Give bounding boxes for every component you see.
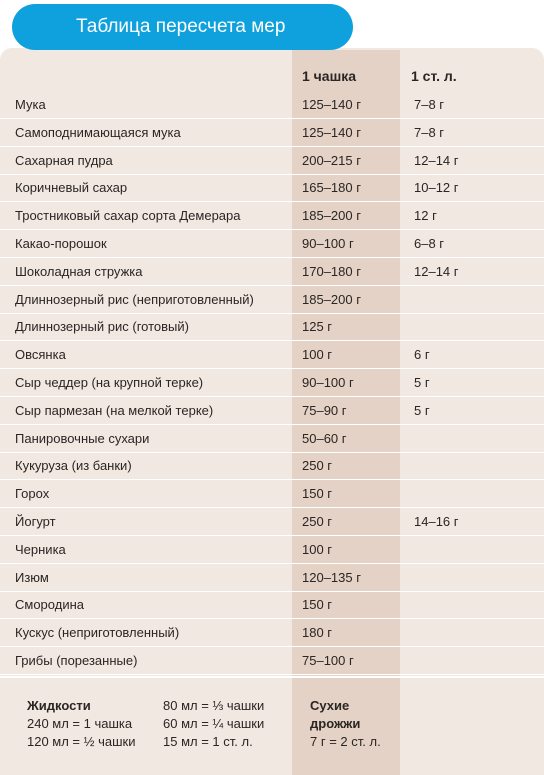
tablespoon-value: 14–16 г (414, 514, 459, 529)
ingredient-name: Кускус (неприготовленный) (15, 625, 180, 641)
cup-value: 90–100 г (302, 236, 354, 251)
liquids-line: 120 мл = ½ чашки (27, 734, 136, 749)
ingredient-name: Длиннозерный рис (неприготовленный) (15, 291, 254, 307)
page-title: Таблица пересчета мер (12, 4, 353, 50)
tablespoon-value: 5 г (414, 375, 430, 390)
tablespoon-value: 12 г (414, 208, 437, 224)
footer-divider (0, 676, 544, 678)
ingredient-name: Черника (15, 541, 66, 557)
yeast-title: Сухие (310, 698, 350, 713)
table-row (0, 480, 544, 508)
tablespoon-value: 10–12 г (414, 180, 459, 196)
ingredient-name: Шоколадная стружка (15, 263, 143, 279)
cup-value: 50–60 г (302, 430, 347, 446)
cup-value: 75–100 г (302, 653, 354, 668)
cup-value: 180 г (302, 625, 333, 641)
cup-value: 250 г (302, 514, 333, 529)
ingredient-name: Мука (15, 97, 46, 112)
table-row (0, 619, 544, 647)
column-header-tablespoon: 1 ст. л. (411, 68, 457, 84)
tablespoon-value: 12–14 г (414, 152, 459, 168)
ingredient-name: Тростниковый сахар сорта Демерара (15, 208, 241, 224)
table-row (0, 452, 544, 480)
cup-value: 120–135 г (302, 569, 361, 585)
cup-value: 125 г (302, 319, 333, 335)
ingredient-name: Длиннозерный рис (готовый) (15, 319, 189, 335)
tablespoon-value: 7–8 г (414, 124, 445, 140)
ingredient-name: Сыр чеддер (на крупной терке) (15, 375, 204, 390)
liquids-line: 60 мл = ¼ чашки (163, 716, 265, 731)
table-row (0, 647, 544, 675)
table-row (0, 119, 544, 147)
tablespoon-value: 12–14 г (414, 263, 459, 279)
table-row (0, 397, 544, 425)
cup-value: 185–200 г (302, 208, 361, 224)
cup-value: 75–90 г (302, 402, 347, 418)
tablespoon-value: 7–8 г (414, 97, 445, 112)
ingredient-name: Сахарная пудра (15, 152, 113, 168)
ingredient-name: Йогурт (15, 514, 56, 529)
cup-value: 100 г (302, 347, 333, 363)
table-row (0, 91, 544, 119)
ingredient-name: Овсянка (15, 347, 66, 363)
tablespoon-value: 6–8 г (414, 236, 445, 251)
ingredient-name: Самоподнимающаяся мука (15, 124, 181, 140)
table-row (0, 258, 544, 286)
table-row (0, 536, 544, 564)
liquids-title: Жидкости (27, 698, 91, 713)
table-row (0, 230, 544, 258)
ingredient-name: Грибы (порезанные) (15, 653, 138, 668)
cup-value: 170–180 г (302, 263, 361, 279)
table-row (0, 508, 544, 536)
table-row (0, 174, 544, 202)
liquids-line: 240 мл = 1 чашка (27, 716, 133, 731)
tablespoon-value: 6 г (414, 347, 430, 363)
ingredient-name: Коричневый сахар (15, 180, 128, 196)
table-row (0, 591, 544, 619)
table-row (0, 286, 544, 314)
cup-value: 125–140 г (302, 124, 361, 140)
ingredient-name: Смородина (15, 597, 84, 613)
cup-value: 100 г (302, 541, 333, 557)
cup-value: 200–215 г (302, 152, 361, 168)
table-row (0, 202, 544, 230)
table-row (0, 564, 544, 592)
cup-value: 90–100 г (302, 375, 354, 390)
liquids-line: 15 мл = 1 ст. л. (163, 734, 253, 749)
table-row (0, 313, 544, 341)
table-row (0, 369, 544, 397)
ingredient-name: Кукуруза (из банки) (15, 458, 132, 474)
cup-value: 125–140 г (302, 97, 361, 112)
cup-value: 250 г (302, 458, 333, 474)
liquids-line: 80 мл = ⅓ чашки (163, 698, 265, 713)
cup-value: 150 г (302, 597, 333, 613)
yeast-value: 7 г = 2 ст. л. (310, 734, 381, 749)
ingredient-name: Горох (15, 486, 50, 502)
ingredient-name: Изюм (15, 569, 49, 585)
ingredient-name: Сыр пармезан (на мелкой терке) (15, 402, 214, 418)
row-divider (0, 674, 544, 675)
column-header-cup: 1 чашка (302, 68, 357, 84)
table-row (0, 341, 544, 369)
tablespoon-value: 5 г (414, 402, 430, 418)
ingredient-name: Какао-порошок (15, 236, 107, 251)
table-row (0, 147, 544, 175)
yeast-title: дрожжи (310, 716, 361, 731)
cup-value: 165–180 г (302, 180, 361, 196)
table-row (0, 425, 544, 453)
cup-value: 150 г (302, 486, 333, 502)
ingredient-name: Панировочные сухари (15, 430, 150, 446)
cup-value: 185–200 г (302, 291, 361, 307)
